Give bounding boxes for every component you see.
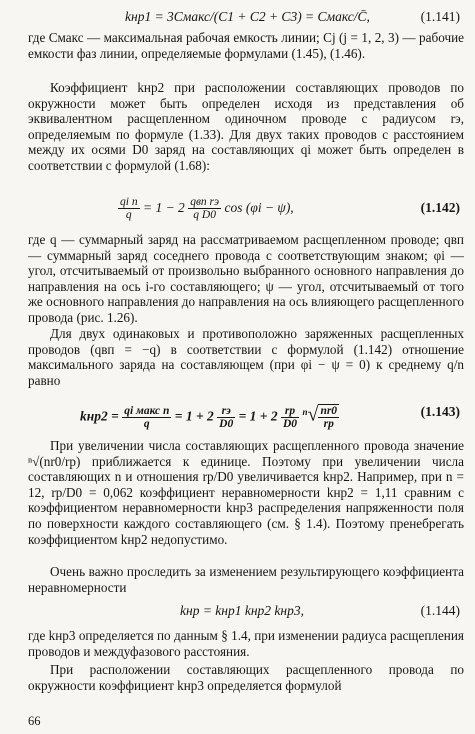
equation-expression: kнр = kнр1 kнр2 kнр3, [180, 603, 304, 618]
equation-number: (1.142) [420, 200, 460, 215]
paragraph: При расположении составляющих расщепленного провода по окружности коэффициент kнр3 определяется формулой [28, 662, 464, 693]
equation-1-141 [30, 6, 460, 28]
equation-1-143: kнр2 = $\frac{\text{qi макс n}}{q}$ = 1 + 2 $\frac{rэ}{D0}$ = 1 + 2 $\frac{rр}{D0}$ $^n$√ $\frac{nr0}{rр}$ (1.143) [30, 392, 460, 432]
fraction: $\frac{rр}{D0}$ [283, 404, 298, 430]
fraction: $\frac{\text{qi n}}{q}$ [120, 196, 138, 222]
paragraph: где q — суммарный заряд на рассматриваемом расщепленном проводе; qвп — суммарный заряд соседнего провода с соответствующим знаком; φi — угол, отсчитываемый от произвольно выбранного основного направления до направления на ось i-го составляющего; ψ — угол, отсчитываемый от того же основного направления до направления на ось влияющего расщепленного провода (рис. 1.26). [28, 232, 464, 325]
paragraph: где kнр3 определяется по данным § 1.4, при изменении радиуса расщепления проводов и междуфазового расстояния. [28, 628, 464, 659]
equation-number: (1.141) [420, 9, 460, 24]
fraction: $\frac{nr0}{rр}$ [320, 405, 338, 431]
page-number: 66 [28, 714, 41, 728]
paragraph: Очень важно проследить за изменением результирующего коэффициента неравномерности [28, 564, 464, 595]
root-index: n [302, 407, 308, 417]
equation-1-144 [30, 600, 460, 622]
paragraph: где Cмакс — максимальная рабочая емкость линии; Cj (j = 1, 2, 3) — рабочие емкости фаз линии, определяемые формулами (1.45), (1.46). [28, 30, 464, 61]
fraction: $\frac{rэ}{D0}$ [219, 404, 234, 430]
paragraph: Для двух одинаковых и противоположно заряженных расщепленных проводов (qвп = −q) в соответствии с формулой (1.142) отношение максимального заряда на составляющем (при φi − ψ = 0) к среднему q/n равно [28, 326, 464, 388]
radical-sign: √ [307, 403, 319, 426]
fraction: $\frac{\text{qвп rэ}}{\text{q D0}}$ [190, 196, 220, 222]
equation-expression: kнр1 = 3Cмакс/(C1 + C2 + C3) = Cмакс/C̄, [125, 9, 370, 24]
equation-1-142: $\frac{\text{qi n}}{q}$ = 1 − 2 $\frac{\text{qвп rэ}}{\text{q D0}}$ cos (φi − ψ), (1.142) [30, 188, 460, 228]
equation-number: (1.143) [420, 404, 460, 419]
fraction: $\frac{\text{qi макс n}}{q}$ [124, 404, 170, 430]
paragraph: Коэффициент kнр2 при расположении составляющих проводов по окружности может быть определен исходя из представления об эквивалентном расщепленном одиночном проводе с радиусом rэ, определяемым по формуле (1.33). Для двух таких проводов с расстоянием между их осями D0 заряд на составляющих qi может быть определен в соответствии с формулой (1.68): [28, 80, 464, 173]
paragraph: При увеличении числа составляющих расщепленного провода значение ⁿ√(nr0/rр) приближается к единице. Поэтому при увеличении числа составляющих n и отношения rр/D0 увеличивается kнр2. Например, при n = 12, rр/D0 = 0,062 коэффициент неравномерности kнр2 = 1,11 сравним с коэффициентом неравномерности kнр3 распределения напряженности поля по поверхности каждого составляющего (см. § 1.4). Поэтому пренебрегать коэффициентом kнр2 недопустимо. [28, 438, 464, 547]
equation-number: (1.144) [420, 603, 460, 618]
